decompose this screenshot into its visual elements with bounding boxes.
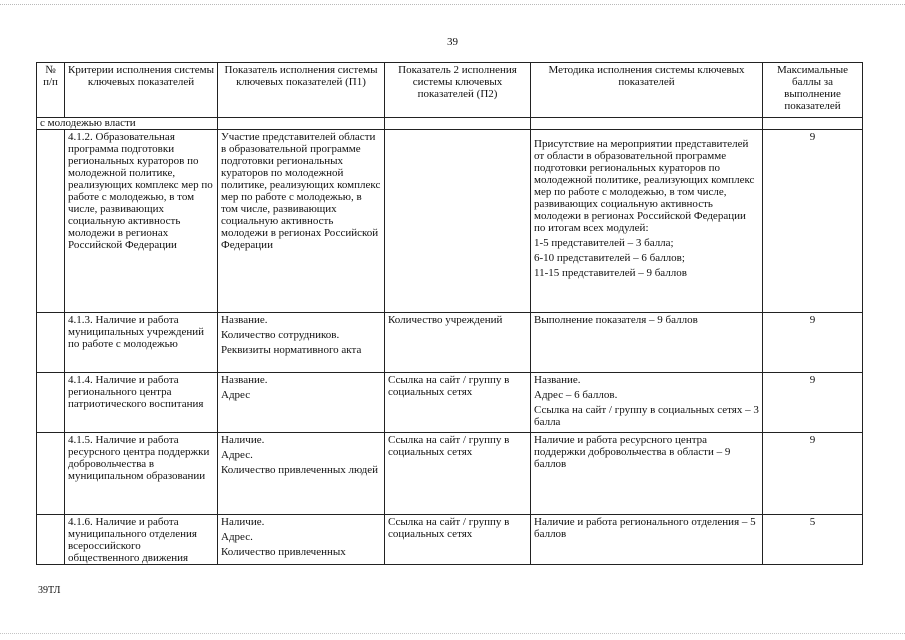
number-cell [37,515,65,565]
criteria-table [36,62,863,565]
continuation-row [37,118,863,130]
continuation-cell [37,118,218,130]
empty-cell [531,118,763,130]
header-number: № п/п [37,63,65,118]
method-text: Адрес – 6 баллов. [534,389,618,401]
method-cell [531,130,763,313]
method-text: 1-5 представителей – 3 балла; [534,237,674,249]
method-text: Наличие и работа регионального отделения – 5 баллов [534,516,756,540]
indicator-1-cell [218,373,385,433]
method-cell [531,515,763,565]
table-row [37,373,863,433]
method-text: Наличие и работа ресурсного центра поддержки добровольчества в области – 9 баллов [534,434,731,470]
method-text: Название. [534,374,581,386]
empty-cell [218,118,385,130]
max-score-cell: 9 [763,433,863,515]
indicator-1-cell [218,433,385,515]
indicator-2-cell [385,433,531,515]
criteria-cell: 4.1.3. Наличие и работа муниципальных учреждений по работе с молодежью [65,313,218,373]
header-indicator-1: Показатель исполнения системы ключевых показателей (П1) [218,63,385,118]
max-score-cell: 9 [763,130,863,313]
number-cell [37,130,65,313]
method-text: Ссылка на сайт / группу в социальных сетях – 3 балла [534,404,759,428]
indicator-2-text: Количество учреждений [388,314,503,326]
header-indicator-2: Показатель 2 исполнения системы ключевых показателей (П2) [385,63,531,118]
method-text: Присутствие на мероприятии представителей от области в образовательной программе подготовки региональных кураторов по молодежной политике, реализующих комплекс мер по работе с молодежью, в том числе, развивающих социальную активность молодежи в регионах Российской Федерации по итогам всех модулей: [534,138,755,234]
header-criteria: Критерии исполнения системы ключевых показателей [65,63,218,118]
criteria-cell: 4.1.5. Наличие и работа ресурсного центра поддержки добровольчества в муниципальном образовании [65,433,218,515]
header-max-score: Максимальные баллы за выполнение показателей [763,63,863,118]
method-cell [531,373,763,433]
max-score-cell: 9 [763,313,863,373]
indicator-1-text: Участие представителей области в образовательной программе подготовки региональных кураторов по молодежной политике, реализующих комплекс мер по работе с молодежью, в том числе, развивающих социальную активность молодежи в регионах Российской Федерации [221,131,381,251]
indicator-1-text: Название. [221,374,268,386]
method-text: 11-15 представителей – 9 баллов [534,267,687,279]
scan-edge-bottom [0,633,905,634]
number-cell [37,373,65,433]
indicator-2-cell [385,515,531,565]
footer-code: 39ТЛ [38,585,61,596]
indicator-2-text: Ссылка на сайт / группу в социальных сетях [388,516,510,540]
indicator-1-cell [218,313,385,373]
indicator-1-text: Адрес. [221,531,253,543]
indicator-1-text: Адрес. [221,449,253,461]
criteria-cell: 4.1.6. Наличие и работа муниципального отделения всероссийского общественного движения [65,515,218,565]
number-cell [37,313,65,373]
indicator-1-text: Количество привлеченных людей [221,464,379,476]
method-text: Выполнение показателя – 9 баллов [534,314,698,326]
indicator-1-cell [218,515,385,565]
indicator-1-text: Реквизиты нормативного акта [221,344,362,356]
header-method: Методика исполнения системы ключевых показателей [531,63,763,118]
indicator-2-text: Ссылка на сайт / группу в социальных сетях [388,374,510,398]
indicator-1-text: Количество сотрудников. [221,329,340,341]
method-cell [531,433,763,515]
max-score-cell: 9 [763,373,863,433]
indicator-1-text: Адрес [221,389,251,401]
indicator-1-text: Количество привлеченных [221,546,346,558]
table-row [37,130,863,313]
empty-cell [763,118,863,130]
method-cell [531,313,763,373]
table-row [37,313,863,373]
indicator-1-cell [218,130,385,313]
table-header-row [37,63,863,118]
indicator-1-text: Название. [221,314,268,326]
indicator-2-text: Ссылка на сайт / группу в социальных сетях [388,434,510,458]
continuation-text: с молодежью власти [40,117,136,129]
empty-cell [385,118,531,130]
scan-edge-top [0,4,905,5]
number-cell [37,433,65,515]
indicator-2-cell [385,130,531,313]
table-row [37,515,863,565]
max-score-cell: 5 [763,515,863,565]
indicator-2-cell [385,373,531,433]
indicator-2-cell [385,313,531,373]
criteria-cell: 4.1.2. Образовательная программа подготовки региональных кураторов по молодежной политике, реализующих комплекс мер по работе с молодежью, в том числе, развивающих социальную активность молодежи в регионах Российской Федерации [65,130,218,313]
page-number: 39 [447,36,458,48]
table-row [37,433,863,515]
criteria-cell: 4.1.4. Наличие и работа регионального центра патриотического воспитания [65,373,218,433]
indicator-1-text: Наличие. [221,434,265,446]
indicator-1-text: Наличие. [221,516,265,528]
method-text: 6-10 представителей – 6 баллов; [534,252,685,264]
